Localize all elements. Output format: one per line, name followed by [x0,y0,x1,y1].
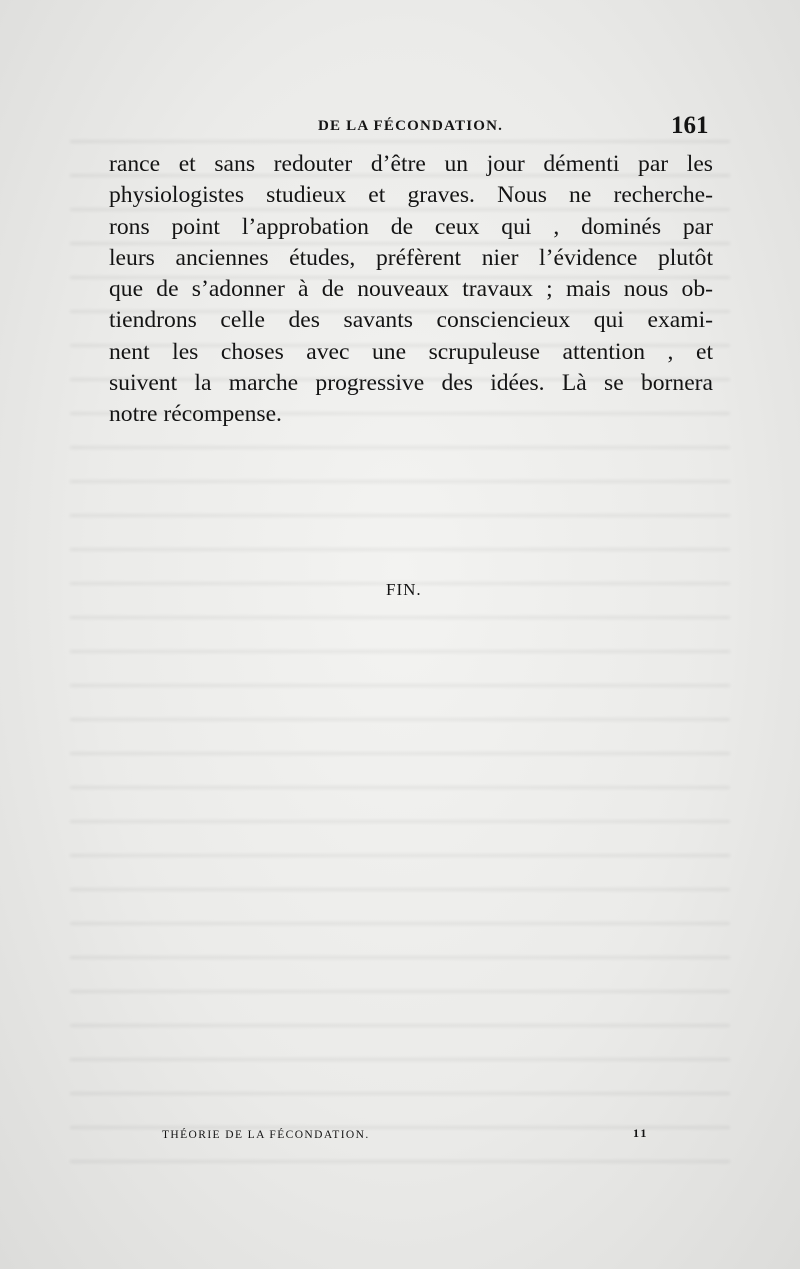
signature-mark: 11 [633,1126,649,1140]
page-number: 161 [671,112,709,139]
running-title: DE LA FÉCONDATION. [318,118,504,134]
body-paragraph [109,149,713,431]
end-mark: FIN. [386,580,422,599]
text-line: que de s’adonner à de nouveaux travaux ; mais nous ob- [109,276,713,303]
text-line: rons point l’approbation de ceux qui , dominés par [109,213,713,240]
running-head [0,112,800,142]
text-line: tiendrons celle des savants consciencieux qui exami- [109,307,713,334]
text-line: suivent la marche progressive des idées. Là se bornera [109,370,713,397]
text-line: nent les choses avec une scrupuleuse attention , et [109,338,713,365]
footer [0,1126,800,1146]
signature-title: THÉORIE DE LA FÉCONDATION. [162,1129,370,1141]
text-line: physiologistes studieux et graves. Nous ne recherche- [109,182,713,209]
text-line: rance et sans redouter d’être un jour démenti par les [109,151,713,177]
text-line: notre récompense. [109,401,282,428]
text-line: leurs anciennes études, préfèrent nier l’évidence plutôt [109,244,713,271]
